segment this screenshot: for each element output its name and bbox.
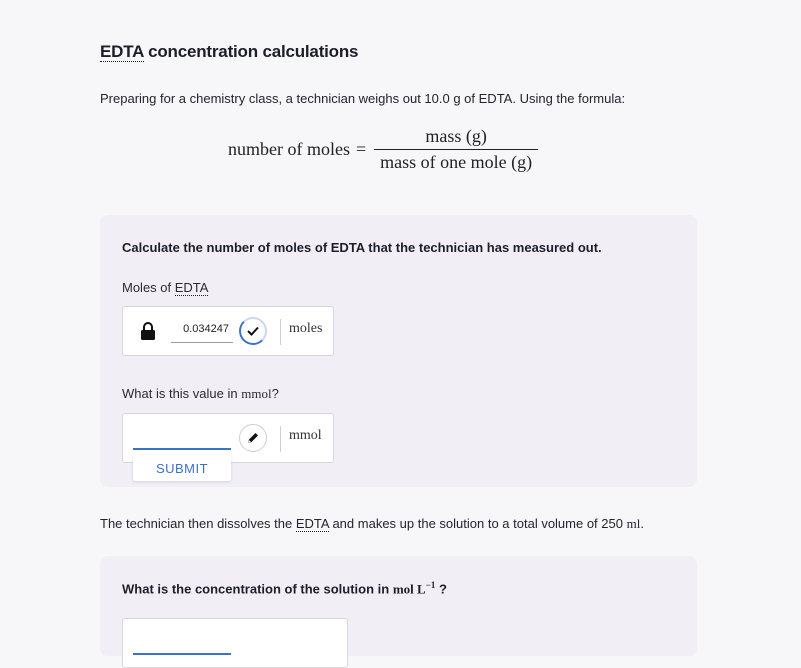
- part1-prompt: Calculate the number of moles of EDTA that the technician has measured out.: [122, 240, 602, 255]
- part3-answer-box: [122, 618, 348, 668]
- unit-divider: [280, 426, 281, 452]
- dissolve-text-suffix: .: [640, 516, 644, 531]
- part1-unit: moles: [289, 321, 323, 336]
- part3-prompt-unit: mol L: [392, 581, 426, 597]
- part1-label: [122, 280, 208, 295]
- part3-prompt: [122, 580, 447, 597]
- part3-prompt-exponent: −1: [425, 580, 436, 590]
- part1-answer-box: [122, 306, 334, 356]
- page-title: [100, 42, 358, 62]
- part2-label-unit: mmol: [241, 386, 272, 401]
- formula-lhs: number of moles: [228, 139, 350, 159]
- dissolve-text-prefix: The technician then dissolves the: [100, 516, 296, 531]
- formula-numerator: mass (g): [425, 126, 487, 146]
- part3-answer-input[interactable]: [133, 627, 231, 655]
- question-card-moles: [100, 215, 697, 487]
- part2-label-suffix: ?: [271, 386, 279, 401]
- part1-label-abbreviation[interactable]: EDTA: [174, 280, 209, 295]
- formula-fraction: [374, 126, 538, 173]
- moles-formula: [228, 126, 538, 173]
- intro-text: Preparing for a chemistry class, a technician weighs out 10.0 g of EDTA. Using the formula:: [100, 91, 626, 106]
- title-abbreviation[interactable]: EDTA: [100, 42, 144, 61]
- submit-button[interactable]: SUBMIT: [133, 455, 231, 481]
- dissolve-text-middle: and makes up the solution to a total volume of 250: [328, 516, 627, 531]
- dissolve-abbreviation[interactable]: EDTA: [295, 516, 329, 531]
- unit-divider: [280, 319, 281, 345]
- part3-prompt-suffix: ?: [435, 581, 447, 597]
- part3-prompt-text: What is the concentration of the solution in: [122, 581, 393, 597]
- part2-label: [122, 386, 279, 402]
- part1-label-text: Moles of: [122, 280, 175, 295]
- lock-icon: [140, 321, 156, 341]
- dissolve-unit: ml: [626, 516, 641, 531]
- pencil-icon: [239, 424, 267, 452]
- formula-denominator: mass of one mole (g): [380, 152, 533, 172]
- formula-equals: =: [355, 139, 367, 159]
- part2-unit: mmol: [289, 428, 322, 443]
- part2-label-text: What is this value in: [122, 386, 242, 401]
- part2-answer-input[interactable]: [133, 422, 231, 450]
- check-icon: [239, 317, 267, 345]
- dissolve-text: [100, 516, 644, 532]
- part1-answer-input: 0.034247: [171, 315, 233, 343]
- title-text: concentration calculations: [143, 42, 359, 61]
- question-card-concentration: [100, 556, 697, 656]
